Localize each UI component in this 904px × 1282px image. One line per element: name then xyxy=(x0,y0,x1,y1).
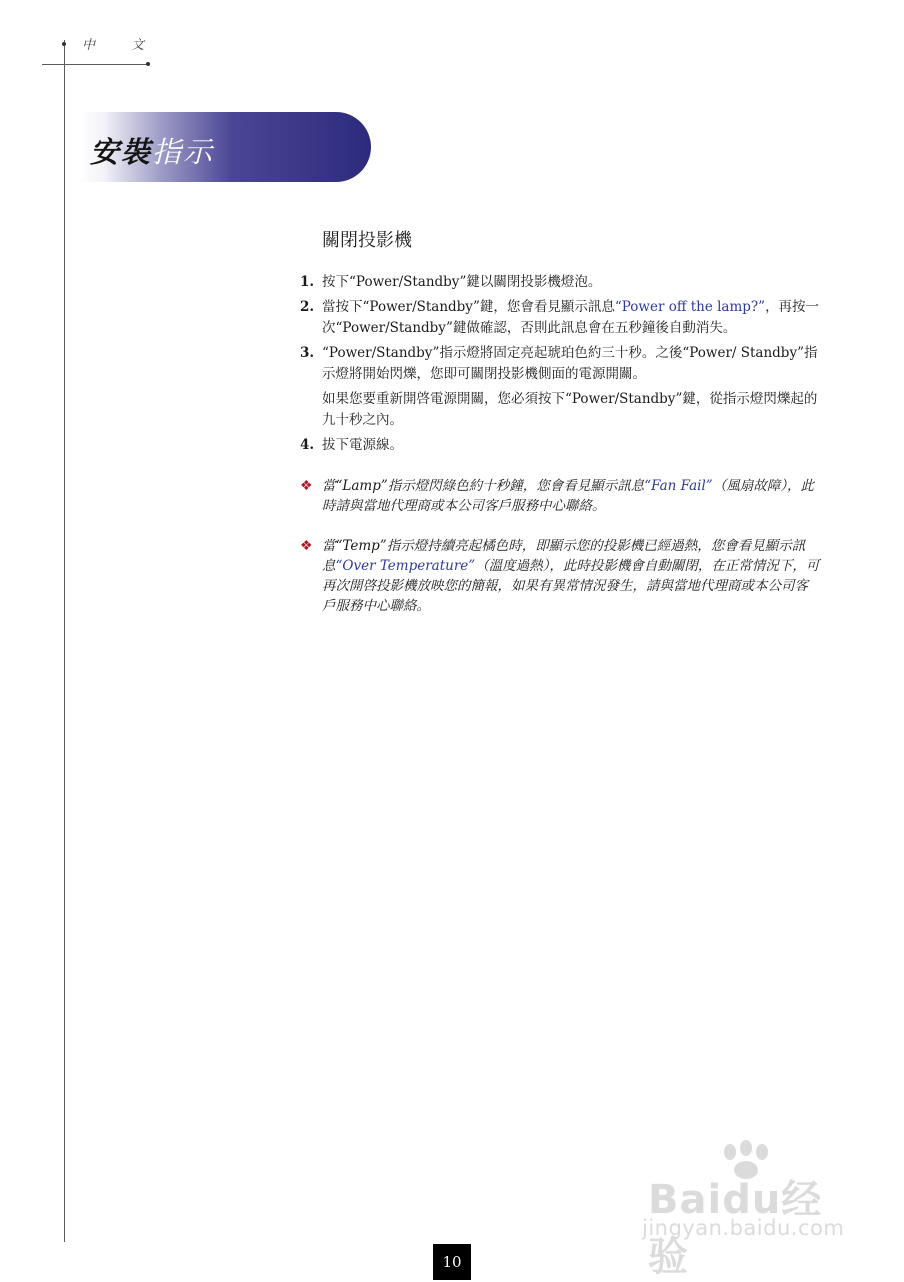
page-number: 10 xyxy=(433,1244,471,1280)
banner-title-part2: 指示 xyxy=(152,135,215,169)
instructions xyxy=(300,272,820,616)
margin-vertical-rule xyxy=(64,40,65,1242)
step-4 xyxy=(300,435,820,456)
note-text: 當“Temp”指示燈持續亮起橘色時，即顯示您的投影機已經過熱，您會看見顯示訊息“Over Temperature”（溫度過熱），此時投影機會自動關閉，在正常情況下，可再次開啓投影機放映您的簡報，如果有異常情況發生，請與當地代理商或本公司客戶服務中心聯絡。 xyxy=(322,538,820,614)
step-number: 3. xyxy=(300,345,315,361)
step-text: 按下“Power/Standby”鍵以關閉投影機燈泡。 xyxy=(322,274,602,290)
diamond-bullet-icon: ❖ xyxy=(300,478,313,494)
step-text: “Power/Standby”指示燈將固定亮起琥珀色約三十秒。之後“Power/ Standby”指示燈將開始閃爍，您即可關閉投影機側面的電源開關。 xyxy=(322,345,818,382)
step-number: 1. xyxy=(300,274,315,290)
rule-dot-top xyxy=(62,42,66,46)
language-label: 中 文 xyxy=(82,38,161,53)
step-1 xyxy=(300,272,820,293)
message-over-temperature: “Over Temperature” xyxy=(335,558,476,574)
step-text: 當按下“Power/Standby”鍵，您會看見顯示訊息“Power off the lamp?”，再按一次“Power/Standby”鍵做確認，否則此訊息會在五秒鐘後自動消失。 xyxy=(322,299,820,336)
step-number: 4. xyxy=(300,437,315,453)
banner-title xyxy=(90,130,214,171)
watermark-logo: Baidu经验 xyxy=(648,1177,823,1280)
step-number: 2. xyxy=(300,299,315,315)
banner-title-part1: 安裝 xyxy=(90,135,153,169)
note-text: 當“Lamp”指示燈閃綠色約十秒鐘，您會看見顯示訊息“Fan Fail”（風扇故障），此時請與當地代理商或本公司客戶服務中心聯絡。 xyxy=(322,478,814,514)
message-power-off: “Power off the lamp?” xyxy=(614,299,766,315)
baidu-watermark xyxy=(640,1140,860,1280)
watermark-url: jingyan.baidu.com xyxy=(642,1216,845,1240)
section-title: 關閉投影機 xyxy=(322,230,412,251)
step-3 xyxy=(300,343,820,385)
note-over-temperature xyxy=(300,536,820,616)
margin-horizontal-rule xyxy=(42,64,150,65)
step-text: 拔下電源線。 xyxy=(322,437,403,453)
message-fan-fail: “Fan Fail” xyxy=(644,478,713,494)
note-fan-fail xyxy=(300,476,820,516)
diamond-bullet-icon: ❖ xyxy=(300,538,313,554)
step-2 xyxy=(300,297,820,339)
step-3-extra-paragraph: 如果您要重新開啓電源開關，您必須按下“Power/Standby”鍵，從指示燈閃爍起的九十秒之內。 xyxy=(322,391,818,428)
rule-dot-right xyxy=(146,62,150,66)
